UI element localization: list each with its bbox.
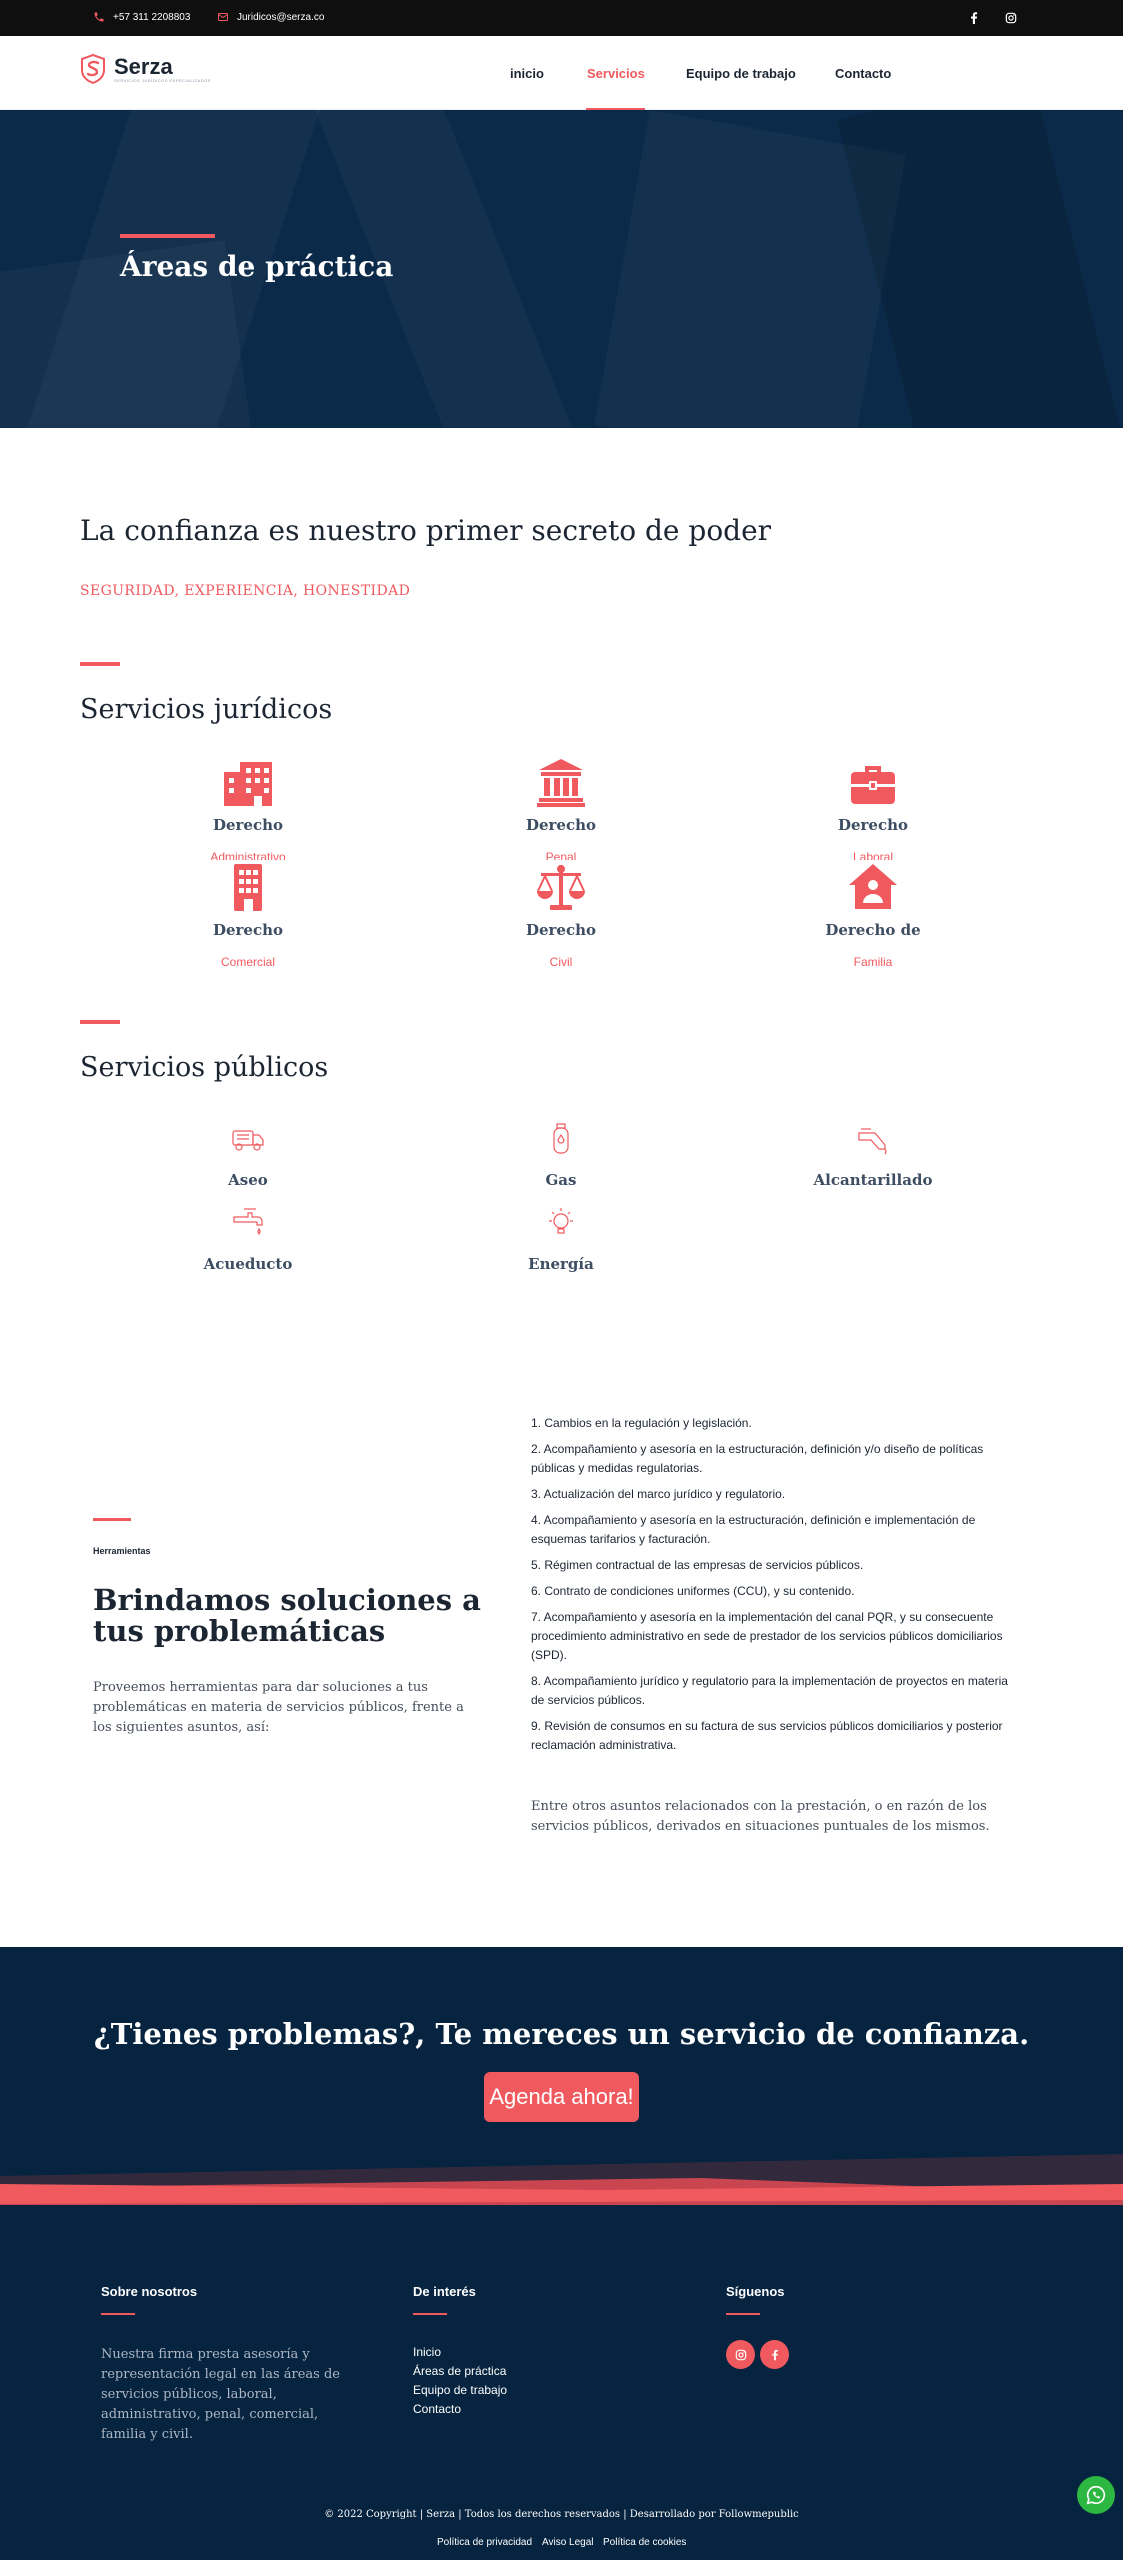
phone-contact[interactable] (93, 11, 190, 23)
mail-icon (217, 11, 229, 23)
footer-facebook-link[interactable] (760, 2340, 789, 2369)
list-item: 6. Contrato de condiciones uniformes (CCU), y su contenido. (531, 1584, 855, 1598)
footer-about-text: Nuestra firma presta asesoría y representación legal en las áreas de servicios públicos, laboral, administrativo, penal, comercial, familia y civil. (101, 2347, 340, 2442)
public-service-acueducto[interactable] (118, 1205, 378, 1273)
tools-list (531, 1414, 1021, 1762)
scales-icon (535, 861, 587, 913)
office-tower-icon (222, 861, 274, 913)
list-item: 7. Acompañamiento y asesoría en la implementación del canal PQR, y su consecuente procedimiento administrativo en sede de prestador de los servicios públicos domiciliarios (SPD). (531, 1610, 1003, 1662)
list-item: 5. Régimen contractual de las empresas de servicios públicos. (531, 1558, 864, 1572)
privacy-policy-link[interactable]: Política de privacidad (437, 2537, 533, 2548)
whatsapp-button[interactable] (1077, 2476, 1115, 2514)
phone-number: +57 311 2208803 (113, 11, 191, 23)
footer-accent-line (726, 2313, 760, 2315)
cta-banner (0, 1947, 1123, 2205)
public-service-label: Gas (545, 1171, 577, 1189)
service-sublabel: Familia (853, 955, 893, 969)
service-label: Derecho (837, 816, 909, 834)
logo[interactable] (80, 54, 211, 84)
list-item: 4. Acompañamiento y asesoría en la estructuración, definición e implementación de esquemas tarifarios y facturación. (531, 1513, 976, 1546)
site-header (0, 36, 1123, 110)
public-service-label: Aseo (228, 1171, 268, 1189)
courthouse-icon (535, 756, 587, 808)
service-label: Derecho (525, 921, 597, 939)
service-derecho-penal[interactable] (431, 756, 691, 860)
service-sublabel: Comercial (220, 955, 275, 969)
footer-instagram-link[interactable] (726, 2340, 755, 2369)
site-footer (0, 2205, 1123, 2560)
instagram-icon (734, 2348, 748, 2362)
tools-eyebrow: Herramientas (93, 1546, 151, 1556)
public-service-energia[interactable] (431, 1205, 691, 1273)
list-item: 9. Revisión de consumos en su factura de sus servicios públicos domiciliarios y posterior reclamación administrativa. (531, 1719, 1003, 1752)
hero-banner (0, 110, 1123, 428)
section-accent-line (80, 662, 120, 666)
whatsapp-icon (1085, 2484, 1107, 2506)
tools-accent-line (93, 1518, 131, 1521)
top-bar (0, 0, 1123, 36)
hero-accent-line (120, 234, 215, 238)
water-tap-icon (230, 1205, 266, 1241)
building-icon (222, 756, 274, 808)
service-derecho-comercial[interactable] (118, 861, 378, 969)
public-service-gas[interactable] (431, 1121, 691, 1189)
tools-description: Proveemos herramientas para dar soluciones a tus problemáticas en materia de servicios públicos, frente a los siguientes asuntos, así: (93, 1680, 464, 1735)
service-derecho-administrativo[interactable] (118, 756, 378, 860)
facebook-icon (966, 10, 982, 26)
tools-title: Brindamos soluciones a tus problemáticas (93, 1583, 481, 1648)
public-services-title: Servicios públicos (80, 1052, 329, 1083)
footer-social-title: Síguenos (726, 2284, 785, 2299)
footer-link-contacto[interactable]: Contacto (413, 2402, 462, 2416)
email-contact[interactable] (217, 11, 324, 23)
facebook-link[interactable] (966, 10, 982, 26)
gas-cylinder-icon (543, 1121, 579, 1157)
public-service-label: Acueducto (203, 1255, 293, 1273)
footer-link-inicio[interactable]: Inicio (413, 2345, 442, 2359)
footer-accent-line (413, 2313, 447, 2315)
brand-tagline: SERVICIOS JURÍDICOS ESPECIALIZADOS (114, 77, 211, 83)
public-service-label: Alcantarillado (813, 1171, 933, 1189)
garbage-truck-icon (230, 1121, 266, 1157)
cookie-policy-link[interactable]: Política de cookies (603, 2537, 687, 2548)
intro-subtitle: SEGURIDAD, EXPERIENCIA, HONESTIDAD (80, 583, 411, 599)
facebook-icon (768, 2348, 782, 2362)
service-sublabel: Civil (549, 955, 573, 969)
email-address: Juridicos@serza.co (237, 11, 325, 23)
service-label: Derecho (212, 816, 284, 834)
nav-inicio[interactable]: inicio (510, 66, 544, 81)
brand-name: Serza (114, 53, 173, 79)
service-label: Derecho (525, 816, 597, 834)
list-item: 8. Acompañamiento jurídico y regulatorio para la implementación de proyectos en materia de servicios públicos. (531, 1674, 1008, 1707)
nav-contacto[interactable]: Contacto (835, 66, 892, 81)
public-service-alcantarillado[interactable] (743, 1121, 1003, 1189)
service-sublabel: Laboral (852, 850, 894, 860)
footer-accent-line (101, 2313, 135, 2315)
serza-logo-icon (80, 54, 106, 84)
footer-about-title: Sobre nosotros (101, 2284, 198, 2299)
public-service-label: Energía (528, 1255, 594, 1273)
footer-link-areas[interactable]: Áreas de práctica (413, 2364, 507, 2378)
hero-bg-shape (837, 110, 1123, 428)
service-label: Derecho de (825, 921, 921, 939)
hero-title: Áreas de práctica (120, 250, 394, 283)
list-item: 1. Cambios en la regulación y legislación. (531, 1416, 752, 1430)
cta-title: ¿Tienes problemas?, Te mereces un servicio de confianza. (93, 2017, 1030, 2051)
footer-link-equipo[interactable]: Equipo de trabajo (413, 2383, 508, 2397)
service-derecho-familia[interactable] (743, 861, 1003, 969)
service-label: Derecho (212, 921, 284, 939)
schedule-button[interactable]: Agenda ahora! (484, 2072, 639, 2122)
nav-servicios[interactable]: Servicios (587, 66, 645, 81)
service-derecho-civil[interactable] (431, 861, 691, 969)
sewer-pipe-icon (855, 1121, 891, 1157)
intro-title: La confianza es nuestro primer secreto de poder (80, 514, 772, 547)
public-service-aseo[interactable] (118, 1121, 378, 1189)
cta-wave-decoration (0, 2154, 1123, 2205)
copyright-text: © 2022 Copyright | Serza | Todos los derechos reservados | Desarrollado por Followmepublic (324, 2509, 799, 2520)
instagram-link[interactable] (1003, 10, 1019, 26)
service-derecho-laboral[interactable] (743, 756, 1003, 860)
briefcase-icon (847, 756, 899, 808)
light-bulb-icon (543, 1205, 579, 1241)
nav-equipo[interactable]: Equipo de trabajo (686, 66, 796, 81)
legal-notice-link[interactable]: Aviso Legal (542, 2537, 594, 2548)
list-item: 2. Acompañamiento y asesoría en la estructuración, definición y/o diseño de políticas públicas y medidas regulatorias. (531, 1442, 984, 1475)
tools-extra-text: Entre otros asuntos relacionados con la prestación, o en razón de los servicios públicos, derivados en situaciones puntuales de los mismos. (531, 1799, 990, 1834)
list-item: 3. Actualización del marco jurídico y regulatorio. (531, 1487, 786, 1501)
family-home-icon (847, 861, 899, 913)
phone-icon (93, 11, 105, 23)
service-sublabel: Administrativo (210, 850, 286, 860)
instagram-icon (1003, 10, 1019, 26)
section-accent-line (80, 1020, 120, 1024)
legal-services-title: Servicios jurídicos (80, 694, 333, 725)
service-sublabel: Penal (545, 850, 577, 860)
footer-links-title: De interés (413, 2284, 476, 2299)
